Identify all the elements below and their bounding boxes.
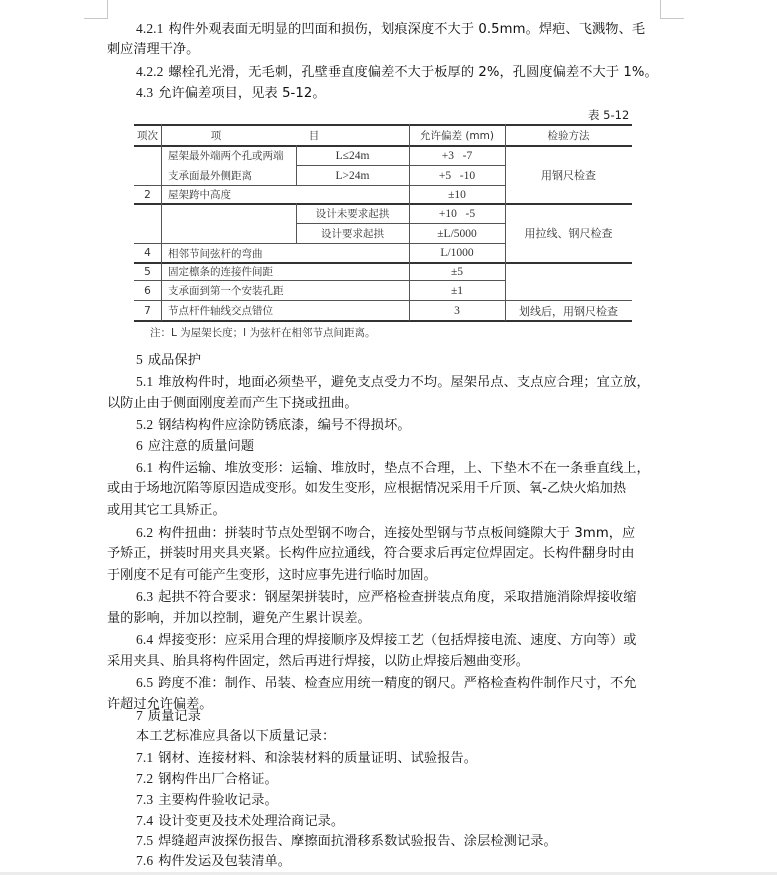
- paragraph-6-1: [136, 457, 696, 480]
- paragraph-text: 构件扭曲：拼装时节点处型钢不吻合，连接处型钢与节点板间缝隙大于 3mm，应: [158, 526, 636, 541]
- paragraph-6-2: [136, 522, 696, 545]
- row-item: 相邻节间弦杆的弯曲: [168, 247, 263, 260]
- section-heading-7: [136, 705, 696, 728]
- clause-number: 6: [136, 438, 143, 453]
- row-sub: 设计未要求起拱: [315, 208, 390, 220]
- clause-number: 7.3: [136, 792, 154, 807]
- paragraph-text: 堆放构件时，地面必须垫平，避免支点受力不均。屋架吊点、支点应合理；宜立放，: [158, 375, 650, 390]
- row-tolerance: 3: [454, 304, 460, 317]
- paragraph-5-2: [136, 414, 696, 437]
- section-heading-5: [136, 349, 696, 372]
- clause-number: 7: [136, 708, 143, 723]
- section-heading-6: [136, 435, 696, 458]
- clause-number: 6.5: [136, 675, 154, 690]
- paragraph-7-6: [136, 850, 696, 873]
- row-sub: L≤24m: [335, 149, 370, 162]
- paragraph-6-4: [136, 629, 696, 652]
- row-tolerance: ±10: [448, 188, 466, 201]
- paragraph-7-1: [136, 747, 696, 770]
- paragraph-continuation: 于刚度不足有可能产生变形，这时应事先进行临时加固。: [107, 568, 437, 583]
- page-corner-mark-left: [84, 0, 108, 19]
- row-tolerance: ±1: [450, 284, 464, 297]
- table-col-rule: [161, 124, 162, 321]
- paragraph-6-5: [136, 672, 696, 695]
- header-method: 检验方法: [547, 129, 590, 142]
- paragraph-4-3: [136, 82, 696, 105]
- row-no: 7: [144, 304, 151, 317]
- paragraph-7-3: [136, 789, 696, 812]
- paragraph-text: 起拱不符合要求：钢屋架拼装时，应严格检查拼装点角度，采取措施消除焊接收缩: [158, 590, 637, 605]
- clause-number: 5: [136, 352, 143, 367]
- paragraph-text: 跨度不准：制作、吊装、检查应用统一精度的钢尺。严格检查构件制作尺寸，不允: [158, 676, 637, 691]
- paragraph-text: 钢结构构件应涂防锈底漆，编号不得损坏。: [158, 418, 411, 433]
- method-cell: 用拉线、钢尺检查: [524, 227, 613, 240]
- method-cell: 划线后，用钢尺检查: [519, 304, 618, 318]
- heading-text: 质量记录: [147, 709, 202, 724]
- row-item: 固定檩条的连接件间距: [168, 266, 273, 278]
- row-tolerance: +10 -5: [438, 207, 476, 220]
- table-border-bottom: [134, 320, 632, 322]
- clause-number: 6.3: [136, 589, 154, 604]
- paragraph-text: 构件发运及包装清单。: [158, 854, 292, 869]
- heading-text: 成品保护: [147, 353, 202, 368]
- clause-number: 4.2.2: [136, 64, 164, 79]
- clause-number: 7.2: [136, 771, 154, 786]
- row-item: 屋架最外端两个孔或两端: [168, 150, 284, 162]
- paragraph-text: 主要构件验收记录。: [158, 793, 278, 808]
- paragraph-continuation: 采用夹具、胎具将构件固定，然后再进行焊接，以防止焊接后翘曲变形。: [107, 654, 529, 669]
- clause-number: 5.2: [136, 417, 154, 432]
- row-tolerance: ±5: [450, 265, 464, 278]
- tolerance-table: [134, 124, 632, 321]
- paragraph-continuation: 或用其它工具矫正。: [107, 503, 226, 518]
- row-sub: L>24m: [335, 169, 370, 182]
- row-tolerance: L/1000: [440, 247, 474, 259]
- row-item: 支承面最外侧距离: [168, 170, 252, 182]
- row-item: 节点杆件轴线交点错位: [168, 305, 273, 317]
- row-tolerance: ±L/5000: [437, 227, 477, 240]
- paragraph-7-intro: [136, 726, 696, 748]
- row-item: 屋架跨中高度: [168, 189, 231, 201]
- paragraph-5-1: [136, 371, 696, 394]
- header-item-a: 项: [210, 129, 222, 142]
- paragraph-text: 钢材、连接材料、和涂装材料的质量证明、试验报告。: [158, 751, 478, 766]
- clause-number: 7.5: [136, 833, 154, 848]
- clause-number: 7.4: [136, 813, 154, 828]
- row-sub: 设计要求起拱: [321, 228, 384, 240]
- clause-number: 4.2.1: [136, 21, 164, 36]
- paragraph-continuation: 以防止由于侧面刚度差而产生下挠或扭曲。: [107, 396, 358, 411]
- row-tolerance: +5 -10: [438, 169, 476, 182]
- paragraph-text: 焊缝超声波探伤报告、摩擦面抗滑移系数试验报告、涂层检测记录。: [158, 834, 557, 849]
- clause-number: 6.2: [136, 525, 154, 540]
- heading-text: 应注意的质量问题: [147, 439, 255, 454]
- paragraph-text: 焊接变形：应采用合理的焊接顺序及焊接工艺（包括焊接电流、速度、方向等）或: [158, 633, 637, 648]
- clause-number: 6.1: [136, 460, 154, 475]
- paragraph-text: 允许偏差项目，见表 5-12。: [158, 86, 326, 101]
- header-item-b: 目: [308, 129, 320, 142]
- clause-number: 7.1: [136, 750, 154, 765]
- clause-number: 6.4: [136, 632, 154, 647]
- paragraph-continuation: 刺应清理干净。: [107, 42, 200, 57]
- paragraph-7-2: [136, 768, 696, 791]
- paragraph-4-2-2: [136, 61, 696, 84]
- paragraph-continuation: 予矫正，拼装时用夹具夹紧。长构件应拉通线，符合要求后再定位焊固定。长构件翻身时由: [107, 546, 635, 561]
- paragraph-text: 设计变更及技术处理洽商记录。: [158, 814, 345, 829]
- table-caption: 表 5-12: [588, 108, 630, 122]
- paragraph-continuation: 或由于场地沉陷等原因造成变形。如发生变形，应根据情况采用千斤顶、氧-乙炔火焰加热: [107, 481, 627, 496]
- method-cell: 用钢尺检查: [541, 168, 596, 182]
- paragraph-text: 螺栓孔光滑，无毛刺，孔壁垂直度偏差不大于板厚的 2%，孔圆度偏差不大于 1%。: [168, 65, 658, 80]
- table-note: 注：L 为屋架长度；l 为弦杆在相邻节点间距离。: [150, 327, 376, 339]
- paragraph-continuation: 量的影响，并加以控制，避免产生累计误差。: [107, 611, 371, 626]
- header-tolerance: 允许偏差 (mm): [420, 129, 494, 142]
- row-no: 6: [144, 284, 151, 297]
- row-item: 支承面到第一个安装孔距: [168, 285, 284, 297]
- paragraph-4-2-1: [136, 18, 696, 41]
- paragraph-text: 钢构件出厂合格证。: [158, 772, 278, 787]
- paragraph-text: 构件外观表面无明显的凹面和损伤，划痕深度不大于 0.5mm。焊疤、飞溅物、毛: [168, 22, 646, 37]
- page-corner-mark-right: [660, 0, 684, 19]
- row-no: 2: [144, 188, 151, 201]
- row-no: 5: [144, 265, 151, 278]
- row-tolerance: +3 -7: [441, 149, 473, 162]
- paragraph-text: 本工艺标准应具备以下质量记录：: [136, 729, 336, 744]
- paragraph-continuation: 许超过允许偏差。: [107, 697, 213, 712]
- clause-number: 4.3: [136, 85, 154, 100]
- method-cell: [505, 263, 632, 300]
- header-no: 项次: [137, 129, 158, 142]
- row-no: 4: [144, 247, 151, 259]
- paragraph-6-3: [136, 586, 696, 609]
- paragraph-text: 构件运输、堆放变形：运输、堆放时，垫点不合理，上、下垫木不在一条垂直线上，: [158, 461, 650, 476]
- clause-number: 7.6: [136, 853, 154, 868]
- clause-number: 5.1: [136, 374, 154, 389]
